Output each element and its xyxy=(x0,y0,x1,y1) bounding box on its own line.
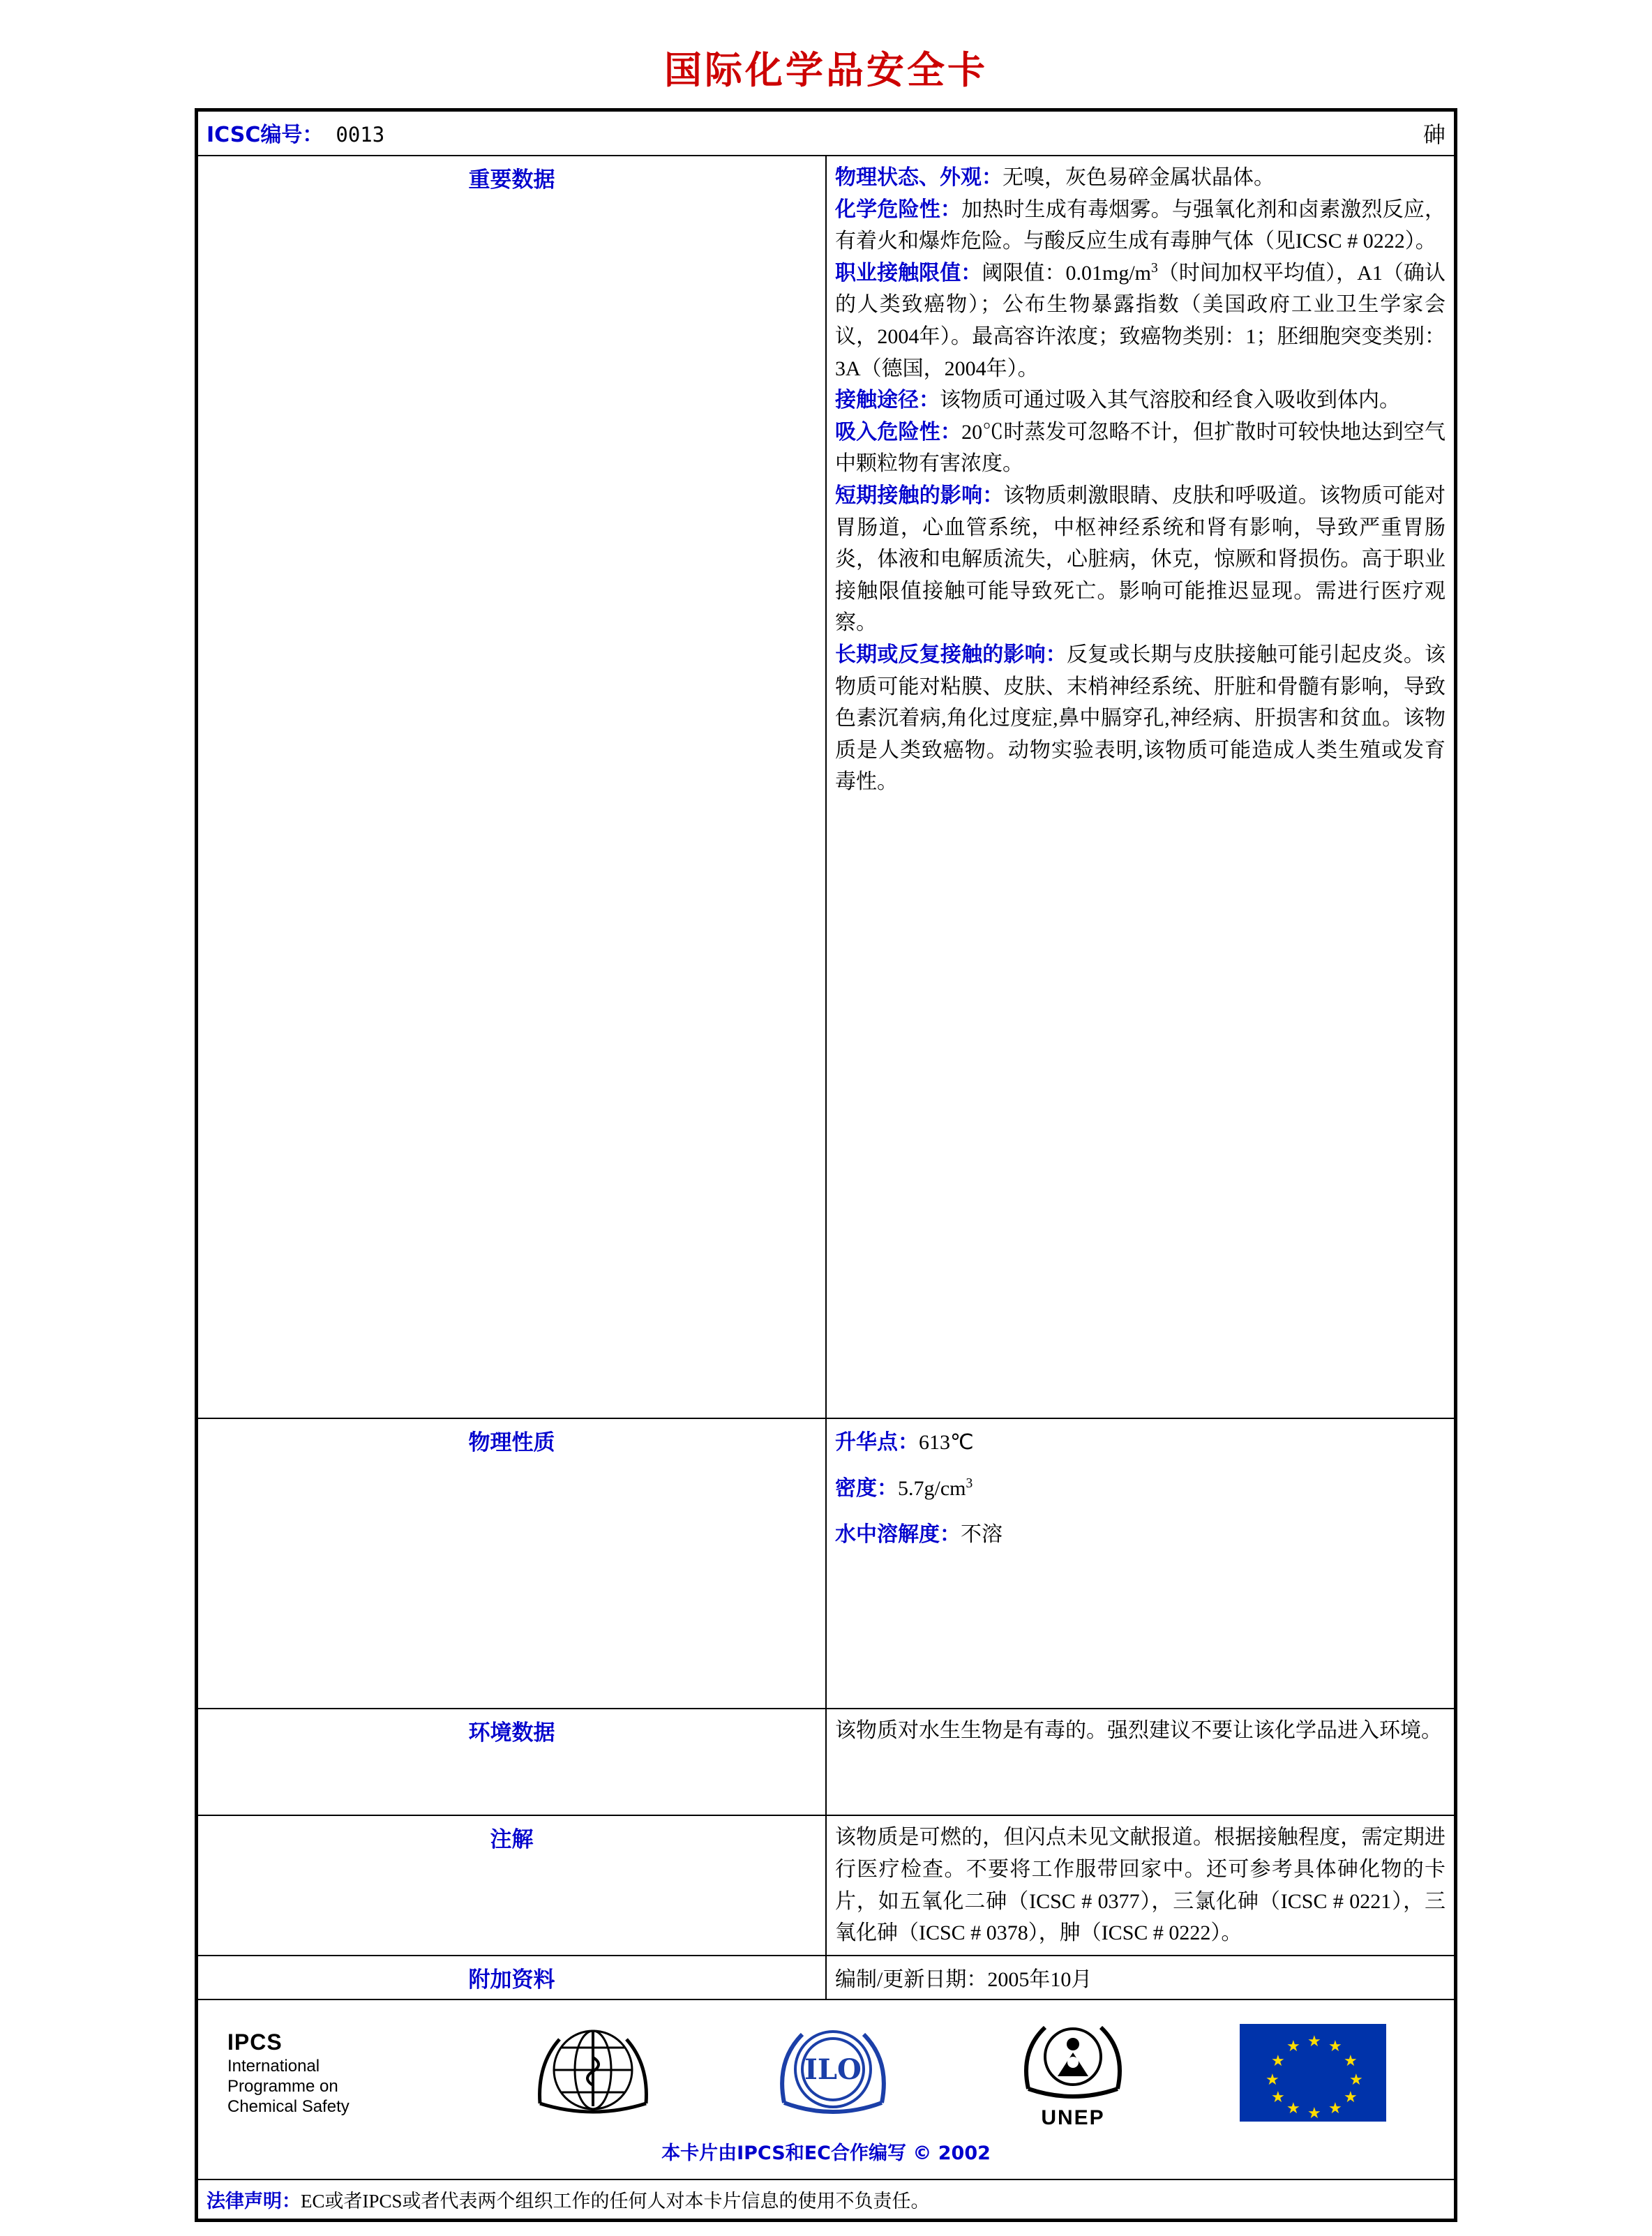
item-value: 20℃时蒸发可忽略不计，但扩散时可较快地达到空气中颗粒物有害浓度。 xyxy=(835,420,1446,476)
unep-logo-cell xyxy=(968,2016,1178,2130)
item-value: 反复或长期与皮肤接触可能引起皮炎。该物质可能对粘膜、皮肤、末梢神经系统、肝脏和骨髓有影响，导致色素沉着病,角化过度症,鼻中膈穿孔,神经病、肝损害和贫血。该物质是人类致癌物。动物实验表明,该物质可能造成人类生殖或发育毒性。 xyxy=(835,643,1446,794)
item-value-sup: 3 xyxy=(1151,260,1158,276)
item-occupational-exposure-limits xyxy=(835,257,1446,384)
card-header-row xyxy=(197,111,1455,156)
ipcs-acronym: IPCS xyxy=(227,2029,283,2055)
prop-value-sup: 3 xyxy=(966,1476,973,1491)
physical-properties-spacer xyxy=(835,1563,1446,1702)
prop-value: 不溶 xyxy=(961,1522,1003,1546)
section-label-additional-info: 附加资料 xyxy=(197,1956,826,1999)
section-label-environmental-data: 环境数据 xyxy=(197,1709,826,1816)
prop-value-pre: 5.7g/cm xyxy=(898,1476,966,1500)
item-value: 该物质刺激眼睛、皮肤和呼吸道。该物质可能对胃肠道，心血管系统，中枢神经系统和肾有影响，导致严重胃肠炎，体液和电解质流失，心脏病，休克，惊厥和肾损伤。高于职业接触限值接触可能导致死亡。影响可能推迟显现。需进行医疗观察。 xyxy=(835,483,1446,635)
item-value-post: （时间加权平均值），A1（确认的人类致癌物）；公布生物暴露指数（美国政府工业卫生学家会议，2004年）。最高容许浓度；致癌物类别：1；胚细胞突变类别：3A（德国，2004年）。 xyxy=(835,261,1446,380)
ipcs-wordmark xyxy=(227,2029,458,2117)
svg-text:ILO: ILO xyxy=(804,2053,862,2086)
important-data-content xyxy=(826,156,1455,1418)
additional-info-text: 编制/更新日期：2005年10月 xyxy=(835,1967,1092,1991)
icsc-number-value: 0013 xyxy=(336,123,385,147)
footer-logos-row xyxy=(197,1999,1455,2179)
item-short-term-effects xyxy=(835,480,1446,639)
ilo-logo-cell xyxy=(728,2019,938,2127)
physical-properties-text xyxy=(835,1425,1446,1547)
item-key: 短期接触的影响： xyxy=(835,483,1004,508)
environmental-data-row xyxy=(197,1709,1455,1816)
environmental-data-text: 该物质对水生生物是有毒的。强烈建议不要让该化学品进入环境。 xyxy=(835,1718,1442,1742)
page-title: 国际化学品安全卡 xyxy=(664,48,988,92)
section-label-important-data: 重要数据 xyxy=(197,156,826,1418)
eu-flag-cell xyxy=(1208,2024,1418,2122)
legal-label: 法律声明： xyxy=(206,2190,301,2212)
physical-properties-content xyxy=(826,1418,1455,1709)
ipcs-line2: International xyxy=(227,2056,320,2076)
prop-density xyxy=(835,1471,1446,1501)
important-data-row xyxy=(197,156,1455,1418)
legal-text: EC或者IPCS或者代表两个组织工作的任何人对本卡片信息的使用不负责任。 xyxy=(301,2190,930,2212)
legal-cell xyxy=(197,2179,1455,2219)
who-logo-icon xyxy=(530,2016,656,2131)
item-routes-of-exposure xyxy=(835,384,1446,417)
notes-content xyxy=(826,1815,1455,1955)
prop-key: 水中溶解度： xyxy=(835,1522,961,1547)
important-data-text xyxy=(835,162,1446,798)
item-value: 该物质可通过吸入其气溶胶和经食入吸收到体内。 xyxy=(940,389,1400,412)
prop-key: 密度： xyxy=(835,1476,898,1501)
item-key: 吸入危险性： xyxy=(835,419,962,444)
who-logo-cell xyxy=(488,2016,698,2131)
icsc-card xyxy=(195,108,1457,2222)
section-label-notes: 注解 xyxy=(197,1815,826,1955)
legal-row xyxy=(197,2179,1455,2219)
important-data-spacer xyxy=(835,798,1446,1412)
environmental-data-content xyxy=(826,1709,1455,1816)
card-header-cell xyxy=(197,111,1455,156)
prop-value: 613℃ xyxy=(919,1430,974,1454)
item-value-pre: 阈限值：0.01mg/m xyxy=(982,261,1151,285)
ipcs-line3: Programme on xyxy=(227,2077,338,2096)
additional-info-row xyxy=(197,1956,1455,1999)
item-chemical-dangers xyxy=(835,194,1446,257)
item-key: 化学危险性： xyxy=(835,197,962,222)
footer-logos-cell xyxy=(197,1999,1455,2179)
item-key: 物理状态、外观： xyxy=(835,165,1003,190)
additional-info-content xyxy=(826,1956,1455,1999)
prop-sublimation-point xyxy=(835,1425,1446,1455)
footer-credit: 本卡片由IPCS和EC合作编写 © 2002 xyxy=(661,2142,991,2164)
item-key: 职业接触限值： xyxy=(835,260,982,285)
item-key: 接触途径： xyxy=(835,388,940,413)
item-physical-state xyxy=(835,162,1446,194)
physical-properties-row xyxy=(197,1418,1455,1709)
icsc-table xyxy=(197,110,1455,2220)
notes-row xyxy=(197,1815,1455,1955)
item-value: 无嗅，灰色易碎金属状晶体。 xyxy=(1003,166,1275,189)
item-long-term-effects xyxy=(835,639,1446,798)
chemical-name: 砷 xyxy=(1422,121,1446,148)
item-inhalation-risk xyxy=(835,417,1446,480)
item-value: 加热时生成有毒烟雾。与强氧化剂和卤素激烈反应，有着火和爆炸危险。与酸反应生成有毒胂气体（见ICSC # 0222）。 xyxy=(835,197,1446,253)
notes-text: 该物质是可燃的，但闪点未见文献报道。根据接触程度，需定期进行医疗检查。不要将工作服带回家中。还可参考具体砷化物的卡片，如五氧化二砷（ICSC # 0377），三氯化砷（ICSC # 0221），三氧化砷（ICSC # 0378），胂（ICSC # 0222）。 xyxy=(835,1826,1446,1945)
icsc-number-label: ICSC编号： xyxy=(206,123,324,147)
eu-flag-icon: ★ ★ ★ ★ ★ ★ ★ ★ ★ ★ ★ ★ xyxy=(1240,2024,1386,2122)
item-key: 长期或反复接触的影响： xyxy=(835,642,1067,667)
ilo-logo-icon xyxy=(763,2019,903,2127)
section-label-physical-properties: 物理性质 xyxy=(197,1418,826,1709)
prop-water-solubility xyxy=(835,1517,1446,1547)
prop-key: 升华点： xyxy=(835,1430,919,1455)
logo-strip xyxy=(206,2006,1446,2135)
unep-label: UNEP xyxy=(1041,2106,1105,2129)
ipcs-line4: Chemical Safety xyxy=(227,2097,350,2117)
environmental-data-spacer xyxy=(835,1746,1446,1809)
